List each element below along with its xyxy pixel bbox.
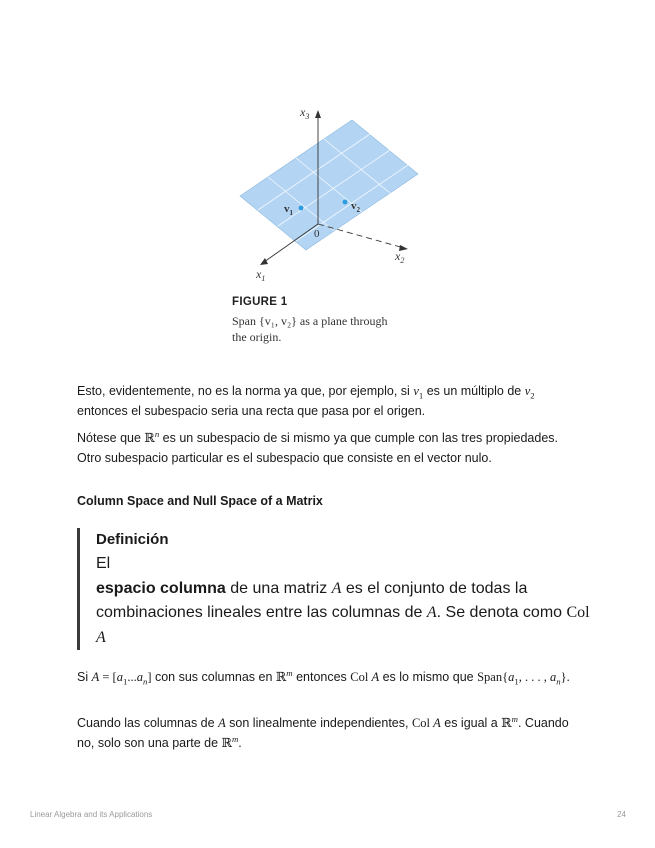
x1-arrowhead xyxy=(260,258,268,265)
definition-title: Definición xyxy=(96,531,169,548)
figure-caption-text xyxy=(232,313,432,345)
definition-term: espacio columna xyxy=(96,579,226,597)
figure-caption-title: FIGURE 1 xyxy=(232,296,288,308)
origin-label: 0 xyxy=(314,228,320,240)
v2-point xyxy=(343,200,348,205)
footer-page-number: 24 xyxy=(617,810,626,819)
v2-label: $v_2$ xyxy=(351,200,360,214)
figure-caption-line1: Span {v₁, v₂} as a plane through xyxy=(232,314,388,328)
x3-label: $x_3$ xyxy=(300,105,310,121)
paragraph-plane-note: Esto, evidentemente, no es la norma ya que, por ejemplo, si $v_1$ es un múltiplo de $v_2$ entonces el subespacio seria una recta que pasa por el origen. xyxy=(77,384,535,418)
v1-point xyxy=(299,206,304,211)
x1-label: $x_1$ xyxy=(256,267,266,283)
span-plane-figure xyxy=(228,100,428,290)
footer-book-title: Linear Algebra and its Applications xyxy=(30,810,153,819)
definition-box xyxy=(77,528,596,650)
x2-label: $x_2$ xyxy=(395,249,405,265)
paragraph-column-space: Si $A = [a_1...a_n]$ con sus columnas en ℝ$^m$ entonces Col A es lo mismo que $Span\{a_1$, . . . , $a_n$}. xyxy=(77,667,570,687)
section-heading: Column Space and Null Space of a Matrix xyxy=(77,494,323,508)
v1-label: $v_1$ xyxy=(284,203,293,217)
x3-arrowhead xyxy=(315,110,321,118)
x2-arrowhead xyxy=(399,245,408,251)
paragraph-independence: Cuando las columnas de A son linealmente independientes, Col A es igual a ℝ$^m$. Cuando no, solo son una parte de ℝ$^m$. xyxy=(77,713,569,750)
definition-body: El espacio columna de una matriz A es el conjunto de todas la combinaciones lineales entre las columnas de A. Se denota como Col A xyxy=(96,555,590,646)
paragraph-rn-subspace: Nótese que ℝ$^n$ es un subespacio de si mismo ya que cumple con las tres propiedades. Otro subespacio particular es el subespacio que consiste en el vector nulo. xyxy=(77,428,559,465)
figure-caption xyxy=(232,296,432,345)
figure-caption-line2: the origin. xyxy=(232,330,282,344)
x2-axis xyxy=(318,224,404,248)
